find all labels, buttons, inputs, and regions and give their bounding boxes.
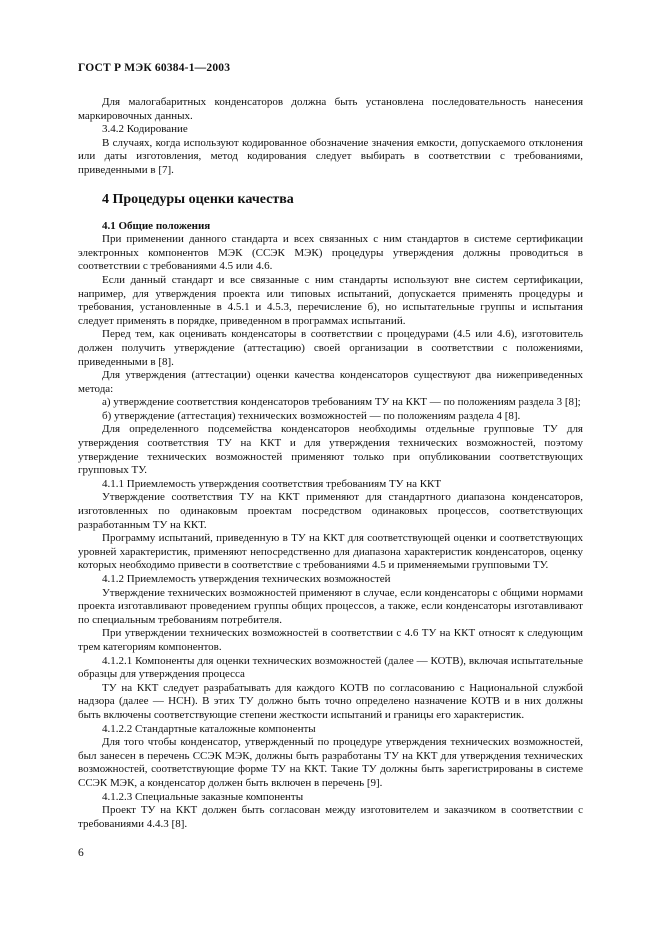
paragraph: Если данный стандарт и все связанные с ним стандарты используют вне систем сертификации, например, для утверждения проекта или типовых испытаний, допускается применять процедуры и требования, установленные в 4.5.1 и 4.5.3, перечисление б), но испытательные группы и испытания следует применять в порядке, приведенном в программах испытаний.: [78, 273, 583, 327]
paragraph: Для того чтобы конденсатор, утвержденный по процедуре утверждения технических возможностей, был занесен в перечень ССЭК МЭК, должны быть разработаны ТУ на ККТ для утверждения технических возможностей, соответствующие форме ТУ на ККТ. Такие ТУ должны быть зарегистрированы в системе ССЭК МЭК, а конденсатор должен быть включен в перечень [9].: [78, 736, 583, 789]
page-number: 6: [78, 847, 84, 859]
paragraph: При утверждении технических возможностей в соответствии с 4.6 ТУ на ККТ относят к следующим трем категориям компонентов.: [78, 627, 583, 653]
clause-heading: 4.1.1 Приемлемость утверждения соответствия требованиям ТУ на ККТ: [102, 477, 442, 490]
paragraph: Для малогабаритных конденсаторов должна быть установлена последовательность нанесения маркировочных данных.: [78, 96, 583, 122]
paragraph: Проект ТУ на ККТ должен быть согласован между изготовителем и заказчиком в соответствии с требованиями 4.4.3 [8].: [78, 804, 583, 830]
paragraph: Перед тем, как оценивать конденсаторы в соответствии с процедурами (4.5 или 4.6), изготовитель должен получить утверждение (аттестацию) своей организации в соответствии с положениями, приведенными в [8].: [78, 328, 583, 368]
clause-heading: 3.4.2 Кодирование: [102, 123, 188, 136]
subsection-title: 4.1 Общие положения: [102, 219, 211, 232]
paragraph: Утверждение соответствия ТУ на ККТ применяют для стандартного диапазона конденсаторов, изготовленных по одинаковым проектам посредством одинаковых процессов, соответствующих разработанным ТУ на ККТ.: [78, 491, 583, 531]
clause-heading: 4.1.2.3 Специальные заказные компоненты: [102, 790, 304, 803]
paragraph: Программу испытаний, приведенную в ТУ на ККТ для соответствующей оценки и соответствующих уровней характеристик, применяют непосредственно для диапазона характеристик конденсаторов, оценку которых необходимо привести в соответствие с требованиями 4.5 и применяемыми групповыми ТУ.: [78, 532, 583, 572]
clause-heading: 4.1.2 Приемлемость утверждения технических возможностей: [102, 573, 391, 585]
document-header: ГОСТ Р МЭК 60384-1—2003: [78, 62, 231, 74]
paragraph: При применении данного стандарта и всех связанных с ним стандартов в системе сертификации электронных компонентов МЭК (ССЭК МЭК) процедуры утверждения должны проводиться в соответствии с требованиями 4.5 или 4.6.: [78, 233, 583, 273]
paragraph: В случаях, когда используют кодированное обозначение значения емкости, допускаемого отклонения или даты изготовления, метод кодирования следует выбирать в соответствии с требованиями, приведенными в [7].: [78, 136, 583, 176]
list-item: б) утверждение (аттестация) технических возможностей — по положениям раздела 4 [8].: [102, 409, 521, 422]
paragraph: Для определенного подсемейства конденсаторов необходимы отдельные групповые ТУ для утверждения соответствия ТУ на ККТ и для утверждения технических возможностей, поэтому утверждение технических возможностей применяют только при опубликовании соответствующих групповых ТУ.: [78, 423, 583, 477]
document-body: [78, 96, 583, 831]
clause-heading: 4.1.2.2 Стандартные каталожные компоненты: [102, 722, 316, 735]
clause-heading: 4.1.2.1 Компоненты для оценки технических возможностей (далее — КОТВ), включая испытательные образцы для утверждения процесса: [78, 654, 583, 681]
section-title: 4 Процедуры оценки качества: [102, 191, 294, 207]
paragraph: ТУ на ККТ следует разрабатывать для каждого КОТВ по согласованию с Национальной службой надзора (далее — НСН). В этих ТУ должно быть точно определено назначение КОТВ и в них должны быть включены соответствующие степени жесткости испытаний и границы его характеристик.: [78, 681, 583, 721]
paragraph: Утверждение технических возможностей применяют в случае, если конденсаторы с общими нормами проекта изготавливают проведением группы общих процессов, а также, если конденсаторы изготавливают по специальным требованиям потребителя.: [78, 586, 583, 626]
paragraph: Для утверждения (аттестации) оценки качества конденсаторов существуют два нижеприведенных метода:: [78, 369, 583, 395]
list-item: а) утверждение соответствия конденсаторов требованиям ТУ на ККТ — по положениям раздела 3 [8];: [102, 396, 581, 409]
